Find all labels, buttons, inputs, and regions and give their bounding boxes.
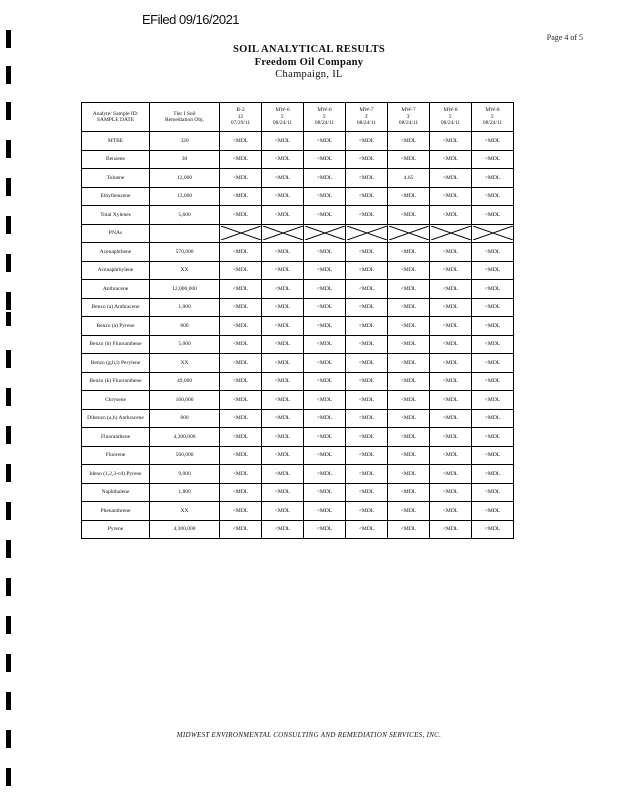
column-header-line: 5' — [280, 113, 285, 120]
table-row — [82, 132, 514, 151]
result-cell: <MDL — [430, 465, 472, 484]
remediation-objective — [150, 224, 220, 243]
column-header-line: Analyte/ Sample ID: — [92, 110, 139, 117]
page-number: Page 4 of 5 — [546, 33, 583, 42]
hatch-mark — [473, 226, 513, 240]
remediation-objective: XX — [150, 502, 220, 521]
result-cell: <MDL — [388, 206, 430, 225]
analyte-name: Benzo (k) Fluoranthene — [82, 372, 150, 391]
result-cell: <MDL — [346, 502, 388, 521]
report-title: SOIL ANALYTICAL RESULTS — [232, 44, 386, 55]
column-header-line: Tier I Soil — [173, 110, 196, 117]
result-cell — [304, 224, 346, 243]
result-cell: <MDL — [220, 335, 262, 354]
table-row — [82, 280, 514, 299]
result-cell: <MDL — [346, 187, 388, 206]
table-row — [82, 169, 514, 188]
company-name: Freedom Oil Company — [254, 56, 364, 68]
hatch-mark — [263, 226, 303, 240]
remediation-objective: 9,000 — [150, 465, 220, 484]
remediation-objective: 49,000 — [150, 372, 220, 391]
result-cell: <MDL — [430, 206, 472, 225]
column-header-line: 3' — [406, 113, 411, 120]
result-cell: <MDL — [304, 317, 346, 336]
result-cell: <MDL — [262, 465, 304, 484]
result-cell — [346, 224, 388, 243]
remediation-objective: 800 — [150, 409, 220, 428]
column-header-line: MW-6 — [317, 107, 332, 114]
analyte-name: MTBE — [82, 132, 150, 151]
result-cell: <MDL — [430, 483, 472, 502]
column-header-line: 08/24/11 — [356, 120, 377, 127]
column-header-line: 08/24/11 — [272, 120, 293, 127]
result-cell: <MDL — [304, 132, 346, 151]
result-cell: <MDL — [220, 465, 262, 484]
result-cell: <MDL — [304, 502, 346, 521]
result-cell: <MDL — [472, 280, 514, 299]
column-header-line: 08/24/11 — [482, 120, 503, 127]
result-cell: 4.65 — [388, 169, 430, 188]
result-cell: <MDL — [346, 391, 388, 410]
result-cell: <MDL — [304, 243, 346, 262]
column-header-line: 08/24/11 — [314, 120, 335, 127]
column-header — [82, 103, 150, 132]
result-cell: <MDL — [346, 372, 388, 391]
result-cell: <MDL — [430, 446, 472, 465]
result-cell: <MDL — [304, 409, 346, 428]
remediation-objective: 320 — [150, 132, 220, 151]
analyte-name: Acenaphthene — [82, 243, 150, 262]
table-header-row — [82, 103, 514, 132]
result-cell: <MDL — [346, 169, 388, 188]
result-cell: <MDL — [220, 298, 262, 317]
result-cell: <MDL — [220, 187, 262, 206]
result-cell: <MDL — [472, 483, 514, 502]
table-row — [82, 206, 514, 225]
analyte-name: Chrysene — [82, 391, 150, 410]
result-cell: <MDL — [346, 483, 388, 502]
remediation-objective: 800 — [150, 317, 220, 336]
result-cell: <MDL — [304, 150, 346, 169]
column-header-line: MW-8 — [443, 107, 458, 114]
result-cell: <MDL — [430, 298, 472, 317]
column-header — [388, 103, 430, 132]
result-cell: <MDL — [304, 465, 346, 484]
result-cell — [430, 224, 472, 243]
result-cell: <MDL — [430, 372, 472, 391]
result-cell — [262, 224, 304, 243]
result-cell: <MDL — [472, 428, 514, 447]
result-cell: <MDL — [262, 150, 304, 169]
result-cell: <MDL — [220, 502, 262, 521]
table-row — [82, 150, 514, 169]
result-cell: <MDL — [388, 428, 430, 447]
result-cell: <MDL — [262, 206, 304, 225]
result-cell: <MDL — [472, 317, 514, 336]
result-cell: <MDL — [388, 372, 430, 391]
result-cell: <MDL — [472, 446, 514, 465]
column-header-line: 5' — [490, 113, 495, 120]
result-cell: <MDL — [220, 317, 262, 336]
result-cell: <MDL — [262, 520, 304, 539]
table-row — [82, 354, 514, 373]
result-cell: <MDL — [346, 298, 388, 317]
table-row — [82, 317, 514, 336]
result-cell: <MDL — [388, 465, 430, 484]
result-cell: <MDL — [262, 428, 304, 447]
result-cell: <MDL — [346, 206, 388, 225]
result-cell: <MDL — [262, 317, 304, 336]
result-cell: <MDL — [220, 261, 262, 280]
result-cell: <MDL — [304, 483, 346, 502]
column-header — [220, 103, 262, 132]
analyte-name: Benzo (b) Fluoranthene — [82, 335, 150, 354]
result-cell: <MDL — [472, 169, 514, 188]
analyte-name: Fluorene — [82, 446, 150, 465]
result-cell: <MDL — [388, 243, 430, 262]
result-cell: <MDL — [220, 372, 262, 391]
remediation-objective: XX — [150, 261, 220, 280]
result-cell: <MDL — [430, 409, 472, 428]
column-header-line: MW-7 — [401, 107, 416, 114]
result-cell: <MDL — [430, 280, 472, 299]
filing-stamp: EFiled 09/16/2021 — [142, 12, 240, 27]
result-cell: <MDL — [346, 465, 388, 484]
result-cell: <MDL — [388, 483, 430, 502]
result-cell: <MDL — [304, 261, 346, 280]
remediation-objective: 570,000 — [150, 243, 220, 262]
result-cell: <MDL — [220, 132, 262, 151]
table-row — [82, 224, 514, 243]
result-cell: <MDL — [430, 520, 472, 539]
result-cell — [388, 224, 430, 243]
table-row — [82, 409, 514, 428]
analyte-name: Benzo (a) Pyrene — [82, 317, 150, 336]
result-cell: <MDL — [262, 261, 304, 280]
remediation-objective: 1,000 — [150, 298, 220, 317]
result-cell: <MDL — [220, 354, 262, 373]
result-cell: <MDL — [388, 261, 430, 280]
result-cell: <MDL — [220, 409, 262, 428]
analyte-name: PNAs — [82, 224, 150, 243]
column-header-line: MW-7 — [359, 107, 374, 114]
analyte-name: Phenanthrene — [82, 502, 150, 521]
result-cell: <MDL — [472, 372, 514, 391]
result-cell: <MDL — [262, 280, 304, 299]
analyte-name: Fluoranthene — [82, 428, 150, 447]
result-cell: <MDL — [388, 187, 430, 206]
remediation-objective: 560,000 — [150, 446, 220, 465]
result-cell: <MDL — [388, 150, 430, 169]
result-cell: <MDL — [430, 132, 472, 151]
result-cell: <MDL — [430, 335, 472, 354]
result-cell: <MDL — [262, 298, 304, 317]
result-cell: <MDL — [472, 298, 514, 317]
column-header — [472, 103, 514, 132]
result-cell: <MDL — [430, 150, 472, 169]
analyte-name: Pyrene — [82, 520, 150, 539]
table-row — [82, 483, 514, 502]
result-cell: <MDL — [472, 502, 514, 521]
result-cell: <MDL — [262, 335, 304, 354]
result-cell: <MDL — [304, 446, 346, 465]
result-cell: <MDL — [262, 354, 304, 373]
result-cell: <MDL — [262, 391, 304, 410]
result-cell: <MDL — [304, 520, 346, 539]
result-cell: <MDL — [346, 428, 388, 447]
column-header-line: 12 — [237, 113, 244, 120]
result-cell: <MDL — [220, 169, 262, 188]
result-cell: <MDL — [262, 372, 304, 391]
result-cell: <MDL — [220, 520, 262, 539]
result-cell: <MDL — [304, 335, 346, 354]
analyte-name: Toluene — [82, 169, 150, 188]
analyte-name: Dibenzo (a,h) Anthracene — [82, 409, 150, 428]
result-cell: <MDL — [262, 446, 304, 465]
column-header-line: SAMPLE DATE — [96, 117, 135, 123]
result-cell — [220, 224, 262, 243]
result-cell — [472, 224, 514, 243]
table-row — [82, 335, 514, 354]
result-cell: <MDL — [346, 335, 388, 354]
analyte-name: Total Xylenes — [82, 206, 150, 225]
table-row — [82, 465, 514, 484]
analyte-name: Ethylbenzene — [82, 187, 150, 206]
result-cell: <MDL — [430, 354, 472, 373]
result-cell: <MDL — [220, 446, 262, 465]
result-cell: <MDL — [388, 502, 430, 521]
hatch-mark — [389, 226, 429, 240]
result-cell: <MDL — [220, 280, 262, 299]
analyte-name: Anthracene — [82, 280, 150, 299]
column-header — [150, 103, 220, 132]
result-cell: <MDL — [304, 206, 346, 225]
column-header — [346, 103, 388, 132]
result-cell: <MDL — [304, 428, 346, 447]
column-header — [304, 103, 346, 132]
result-cell: <MDL — [220, 243, 262, 262]
column-header-line: 07/29/11 — [230, 120, 251, 127]
result-cell: <MDL — [430, 391, 472, 410]
result-cell: <MDL — [262, 243, 304, 262]
analyte-name: Benzo (a) Anthracene — [82, 298, 150, 317]
analyte-name: Benzo (g,h,i) Perylene — [82, 354, 150, 373]
result-cell: <MDL — [430, 502, 472, 521]
soil-results-table — [81, 102, 514, 539]
analyte-name: Acenaphthylene — [82, 261, 150, 280]
result-cell: <MDL — [346, 409, 388, 428]
result-cell: <MDL — [262, 409, 304, 428]
remediation-objective: XX — [150, 354, 220, 373]
result-cell: <MDL — [472, 206, 514, 225]
result-cell: <MDL — [220, 483, 262, 502]
remediation-objective: 160,000 — [150, 391, 220, 410]
result-cell: <MDL — [430, 261, 472, 280]
result-cell: <MDL — [472, 520, 514, 539]
result-cell: <MDL — [430, 187, 472, 206]
result-cell: <MDL — [346, 354, 388, 373]
result-cell: <MDL — [262, 169, 304, 188]
column-header-line: 08/24/11 — [440, 120, 461, 127]
location: Champaign, IL — [275, 69, 343, 80]
result-cell: <MDL — [388, 446, 430, 465]
result-cell: <MDL — [220, 150, 262, 169]
column-header-line: 5' — [448, 113, 453, 120]
result-cell: <MDL — [388, 391, 430, 410]
result-cell: <MDL — [472, 335, 514, 354]
result-cell: <MDL — [430, 169, 472, 188]
result-cell: <MDL — [472, 465, 514, 484]
result-cell: <MDL — [430, 428, 472, 447]
result-cell: <MDL — [388, 280, 430, 299]
table-row — [82, 446, 514, 465]
result-cell: <MDL — [346, 280, 388, 299]
result-cell: <MDL — [346, 261, 388, 280]
analyte-name: Ideno (1,2,3-cd) Pyrene — [82, 465, 150, 484]
table-row — [82, 261, 514, 280]
result-cell: <MDL — [388, 298, 430, 317]
column-header — [430, 103, 472, 132]
table-row — [82, 243, 514, 262]
result-cell: <MDL — [346, 446, 388, 465]
hatch-mark — [305, 226, 345, 240]
result-cell: <MDL — [472, 354, 514, 373]
result-cell: <MDL — [472, 409, 514, 428]
result-cell: <MDL — [388, 409, 430, 428]
result-cell: <MDL — [346, 520, 388, 539]
result-cell: <MDL — [304, 298, 346, 317]
remediation-objective: 5,600 — [150, 206, 220, 225]
result-cell: <MDL — [304, 372, 346, 391]
result-cell: <MDL — [388, 317, 430, 336]
result-cell: <MDL — [346, 150, 388, 169]
column-header-line: B-2 — [236, 107, 245, 114]
result-cell: <MDL — [472, 261, 514, 280]
remediation-objective: 1,800 — [150, 483, 220, 502]
analyte-name: Naphthalene — [82, 483, 150, 502]
remediation-objective: 4,300,000 — [150, 520, 220, 539]
remediation-objective: 30 — [150, 150, 220, 169]
hatch-mark — [221, 226, 261, 240]
table-row — [82, 298, 514, 317]
result-cell: <MDL — [220, 391, 262, 410]
result-cell: <MDL — [346, 243, 388, 262]
result-cell: <MDL — [262, 502, 304, 521]
result-cell: <MDL — [220, 206, 262, 225]
result-cell: <MDL — [304, 187, 346, 206]
result-cell: <MDL — [262, 132, 304, 151]
result-cell: <MDL — [472, 132, 514, 151]
result-cell: <MDL — [346, 317, 388, 336]
result-cell: <MDL — [472, 187, 514, 206]
remediation-objective: 4,300,000 — [150, 428, 220, 447]
result-cell: <MDL — [262, 483, 304, 502]
result-cell: <MDL — [472, 391, 514, 410]
result-cell: <MDL — [304, 169, 346, 188]
result-cell: <MDL — [430, 317, 472, 336]
table-row — [82, 520, 514, 539]
column-header-line: MW-8 — [485, 107, 500, 114]
column-header — [262, 103, 304, 132]
result-cell: <MDL — [304, 280, 346, 299]
remediation-objective: 12,000,000 — [150, 280, 220, 299]
result-cell: <MDL — [346, 132, 388, 151]
document-titles — [0, 44, 618, 82]
table-row — [82, 187, 514, 206]
table-row — [82, 391, 514, 410]
remediation-objective: 13,000 — [150, 187, 220, 206]
hatch-mark — [347, 226, 387, 240]
hatch-mark — [431, 226, 471, 240]
remediation-objective: 12,000 — [150, 169, 220, 188]
remediation-objective: 5,000 — [150, 335, 220, 354]
result-cell: <MDL — [304, 354, 346, 373]
column-header-line: MW-6 — [275, 107, 290, 114]
result-cell: <MDL — [388, 335, 430, 354]
result-cell: <MDL — [430, 243, 472, 262]
result-cell: <MDL — [388, 132, 430, 151]
table-row — [82, 502, 514, 521]
result-cell: <MDL — [388, 354, 430, 373]
result-cell: <MDL — [472, 243, 514, 262]
column-header-line: Remediation Obj. — [164, 117, 205, 123]
result-cell: <MDL — [262, 187, 304, 206]
table-row — [82, 428, 514, 447]
analyte-name: Benzene — [82, 150, 150, 169]
result-cell: <MDL — [304, 391, 346, 410]
table-row — [82, 372, 514, 391]
column-header-line: 3' — [364, 113, 369, 120]
column-header-line: 5' — [322, 113, 327, 120]
column-header-line: 08/24/11 — [398, 120, 419, 127]
result-cell: <MDL — [388, 520, 430, 539]
result-cell: <MDL — [472, 150, 514, 169]
footer-company: MIDWEST ENVIRONMENTAL CONSULTING AND REMEDIATION SERVICES, INC. — [176, 731, 442, 739]
result-cell: <MDL — [220, 428, 262, 447]
